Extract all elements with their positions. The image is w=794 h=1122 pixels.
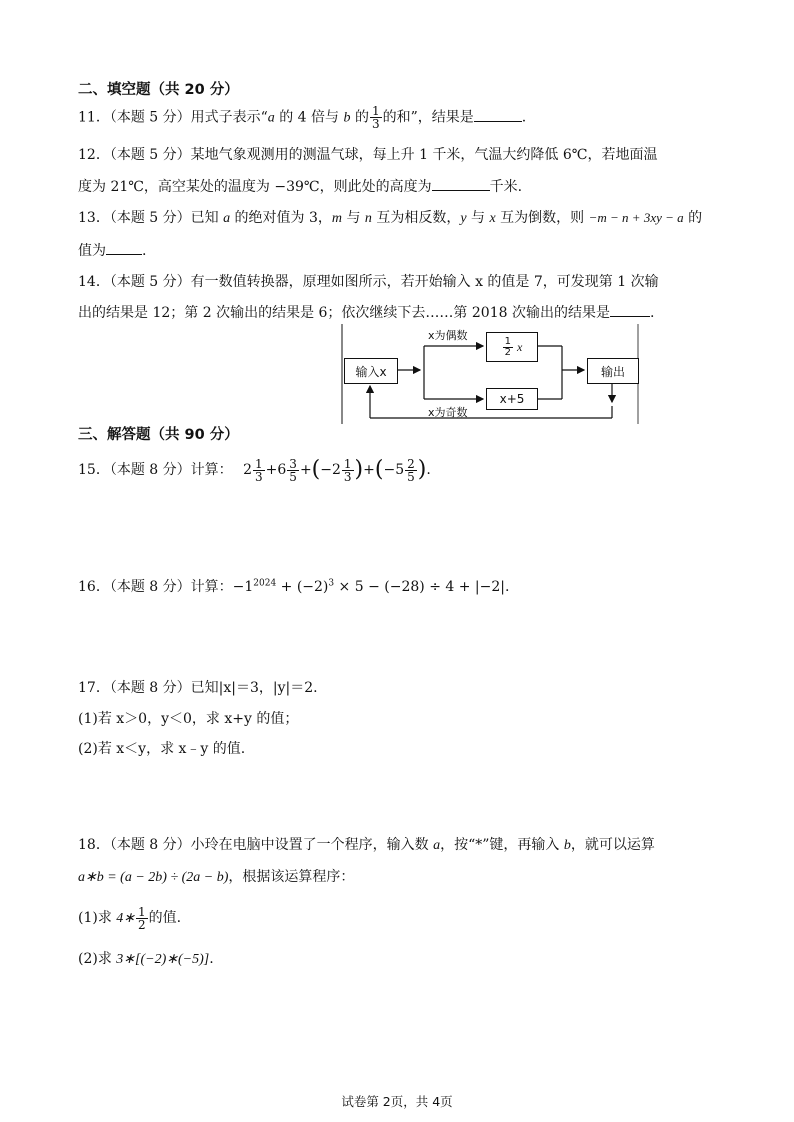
- q15-whole-1: 2: [243, 462, 252, 478]
- q12-answer-blank[interactable]: [432, 189, 490, 191]
- output-box: 输出: [587, 358, 639, 384]
- q15-op-1: +: [265, 462, 278, 478]
- q15-paren-close-1: ): [354, 457, 364, 482]
- q17-part2: (2)若 x＜y，求 x﹣y 的值.: [78, 741, 246, 757]
- q18-line2: [78, 866, 354, 886]
- q13-var-n: n: [364, 211, 372, 226]
- q15-frac-3: [342, 458, 354, 483]
- section-2-heading: 二、填空题（共 20 分）: [78, 82, 239, 98]
- q13-answer-blank[interactable]: [106, 253, 142, 255]
- half-var: x: [517, 339, 523, 354]
- q17-line1: 17．（本题 8 分）已知|x|＝3，|y|＝2.: [78, 680, 318, 696]
- q13-line2: [78, 240, 146, 260]
- q13-line2-end: .: [142, 243, 147, 259]
- q12-line2-text: 度为 21℃，高空某处的温度为 −39℃，则此处的高度为: [78, 179, 432, 195]
- q13-expression: −m − n + 3xy − a: [588, 210, 684, 225]
- q18-p1-fraction: [136, 906, 148, 931]
- q18-var-b: b: [563, 838, 571, 853]
- page-footer: 试卷第 2页，共 4页: [341, 1094, 453, 1109]
- q18-text-c: ，就可以运算: [570, 837, 655, 853]
- q16-plus: +: [276, 579, 297, 595]
- q14-answer-blank[interactable]: [610, 315, 650, 317]
- q15-whole-2: 6: [277, 462, 287, 478]
- q15-num-3: 1: [343, 456, 352, 471]
- q13-var-a: a: [223, 211, 231, 226]
- q11-text-a: 11．（本题 5 分）用式子表示“: [78, 109, 268, 126]
- q15-label: 15．（本题 8 分）计算：: [78, 462, 233, 478]
- q18-p1-expr: 4∗: [116, 911, 136, 926]
- q14-line2: [78, 302, 654, 322]
- q18-text-b: ，按“*”键，再输入: [440, 837, 564, 853]
- q18-part1: [78, 902, 181, 935]
- q15-op-2: +: [299, 462, 312, 478]
- q15-paren-open-2: (: [374, 457, 384, 482]
- q12-line2-end: 千米.: [489, 179, 523, 195]
- q15-den-1: 3: [255, 469, 263, 484]
- q15-op-3: +: [363, 462, 375, 478]
- q12-line1: 12．（本题 5 分）某地气象观测用的测温气球，每上升 1 千米，气温大约降低 6℃，若地面温: [78, 147, 658, 163]
- q11-answer-blank[interactable]: [474, 120, 522, 122]
- q15-den-4: 5: [407, 469, 415, 484]
- half-fraction: [503, 337, 513, 358]
- question-15: [78, 452, 431, 488]
- q15-paren-close-2: ): [417, 457, 427, 482]
- q15-num-4: 2: [407, 456, 415, 471]
- q15-end: .: [426, 462, 431, 478]
- q11-frac-num: 1: [371, 104, 380, 118]
- q15-mixed-2: [277, 456, 300, 484]
- question-16: [78, 576, 509, 596]
- q11-text-b: 的 4 倍与: [274, 109, 344, 126]
- q14-line1: 14．（本题 5 分）有一数值转换器，原理如图所示，若开始输入 x 的值是 7，可发现第 1 次输: [78, 274, 659, 290]
- q13-line2-text: 值为: [78, 243, 106, 259]
- q18-line1: [78, 834, 655, 854]
- q18-formula: a∗b = (a − 2b) ÷ (2a − b): [78, 870, 229, 885]
- q16-exponent-2: 3: [328, 578, 335, 589]
- q11-fraction: [370, 105, 382, 130]
- q13-text-e: 与: [466, 210, 490, 226]
- q11-var-a: a: [267, 110, 275, 126]
- q18-p1-num: 1: [138, 904, 146, 919]
- q14-line2-end: .: [649, 305, 655, 321]
- section-3-heading: 三、解答题（共 90 分）: [78, 427, 239, 443]
- half-den: 2: [504, 346, 512, 358]
- plus-five-box: x+5: [486, 388, 538, 410]
- q13-line1: [78, 207, 702, 227]
- q18-line2-text: ，根据该运算程序：: [228, 869, 355, 885]
- q13-text-g: 的: [683, 210, 703, 226]
- q11-frac-den: 3: [371, 117, 380, 131]
- q18-p2-expr: 3∗[(−2)∗(−5)]: [116, 952, 210, 967]
- converter-diagram: [340, 324, 640, 424]
- q15-num-2: 3: [289, 456, 297, 471]
- odd-condition-label: x为奇数: [428, 406, 468, 419]
- q15-num-1: 1: [255, 456, 263, 471]
- q15-paren-open-1: (: [311, 457, 321, 482]
- q16-term-1: −1: [232, 579, 254, 595]
- q15-den-2: 5: [289, 469, 297, 484]
- q16-term-2: (−2): [296, 579, 329, 595]
- even-condition-label: x为偶数: [428, 329, 468, 342]
- q15-whole-3: −2: [320, 462, 341, 478]
- q13-text-d: 互为相反数，: [371, 210, 461, 226]
- q11-text-c: 的: [350, 109, 369, 126]
- question-11: [78, 105, 526, 131]
- q18-p2-suffix: .: [209, 951, 214, 967]
- q13-text-a: 13．（本题 5 分）已知: [78, 210, 224, 226]
- q16-label: 16．（本题 8 分）计算：: [78, 579, 233, 595]
- q18-part2: [78, 948, 214, 968]
- q16-end: .: [505, 579, 510, 595]
- q15-frac-4: [405, 458, 417, 483]
- q18-var-a: a: [433, 838, 441, 853]
- q18-p1-prefix: (1)求: [78, 910, 117, 926]
- q13-text-b: 的绝对值为 3，: [230, 210, 332, 226]
- q18-text-a: 18．（本题 8 分）小玲在电脑中设置了一个程序，输入数: [78, 837, 434, 853]
- q13-var-y: y: [460, 211, 467, 226]
- q15-frac-2: [287, 458, 299, 483]
- q16-exponent-1: 2024: [253, 578, 277, 589]
- q12-line2: [78, 176, 522, 196]
- q16-rest: × 5 − (−28) ÷ 4 + |−2|: [334, 579, 505, 595]
- q13-text-f: 互为倒数，则: [495, 210, 589, 226]
- half-operation-box: [486, 332, 538, 362]
- input-box: 输入x: [344, 358, 398, 384]
- q11-var-b: b: [343, 110, 351, 126]
- q18-p1-den: 2: [138, 917, 146, 932]
- q17-part1: (1)若 x＞0，y＜0，求 x+y 的值；: [78, 711, 299, 727]
- q11-text-d: 的和”，结果是: [382, 109, 474, 126]
- q13-text-c: 与: [342, 210, 365, 226]
- q14-line2-text: 出的结果是 12；第 2 次输出的结果是 6；依次继续下去……第 2018 次输出的结果是: [78, 305, 610, 321]
- q15-whole-4: −5: [383, 462, 405, 478]
- q18-p2-prefix: (2)求: [78, 951, 117, 967]
- q13-var-x: x: [489, 211, 496, 226]
- q18-p1-suffix: 的值.: [148, 910, 182, 926]
- q15-frac-1: [253, 458, 265, 483]
- q15-mixed-1: [243, 456, 266, 484]
- q13-var-m: m: [331, 211, 343, 226]
- q11-end: .: [521, 109, 527, 126]
- half-num: 1: [504, 335, 512, 347]
- q15-den-3: 3: [343, 469, 352, 484]
